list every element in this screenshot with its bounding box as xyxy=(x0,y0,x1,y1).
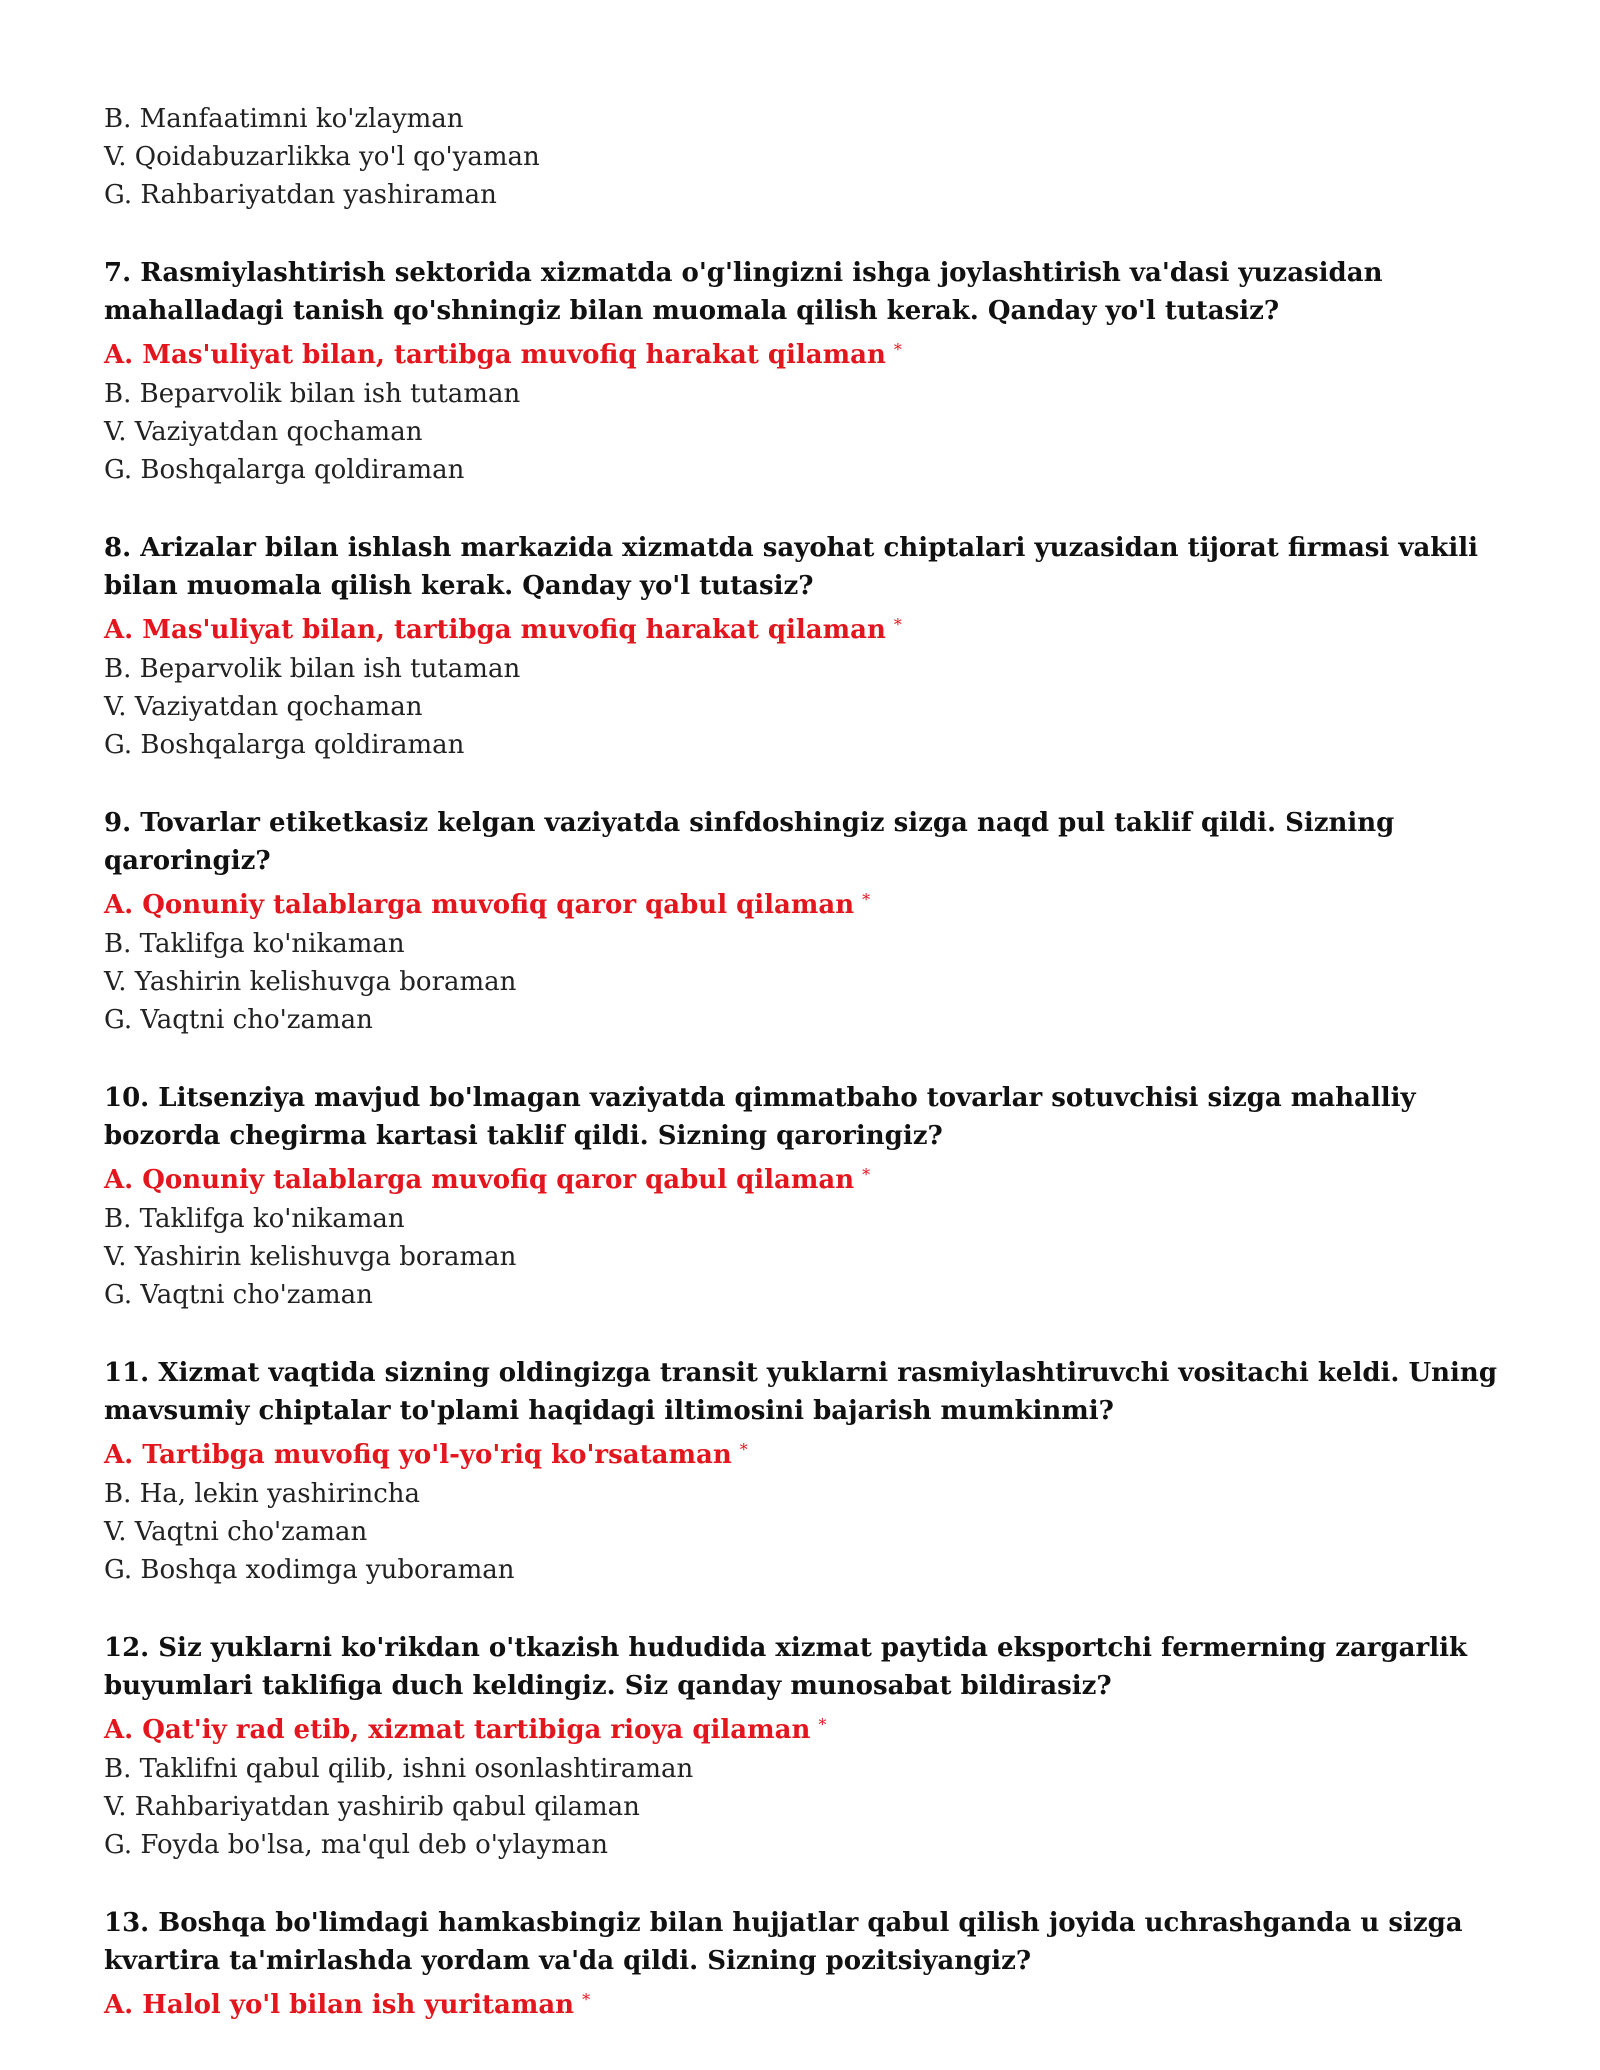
question-text: 7. Rasmiylashtirish sektorida xizmatda o'g'lingizni ishga joylashtirish va'dasi yuzasidan mahalladagi tanish qo'shningiz bilan muomala qilish kerak. Qanday yo'l tutasiz? xyxy=(104,258,1383,326)
option-line: G. Boshqalarga qoldiraman xyxy=(104,455,465,485)
question-text: 10. Litsenziya mavjud bo'lmagan vaziyatda qimmatbaho tovarlar sotuvchisi sizga mahalliy bozorda chegirma kartasi taklif qildi. Sizning qaroringiz? xyxy=(104,1083,1416,1151)
option-line: V. Vaziyatdan qochaman xyxy=(104,417,423,447)
answer-marker: * xyxy=(582,1990,591,2009)
correct-answer-text: A. Qonuniy talablarga muvofiq qaror qabul qilaman xyxy=(104,890,855,920)
option-line: B. Manfaatimni ko'zlayman xyxy=(104,104,464,134)
document-page xyxy=(104,100,1504,2025)
question-text: 12. Siz yuklarni ko'rikdan o'tkazish hududida xizmat paytida eksportchi fermerning zargarlik buyumlari taklifiga duch keldingiz. Siz qanday munosabat bildirasiz? xyxy=(104,1633,1467,1701)
option-line: V. Vaqtni cho'zaman xyxy=(104,1517,368,1547)
answer-marker: * xyxy=(893,615,902,634)
question-text: 9. Tovarlar etiketkasiz kelgan vaziyatda sinfdoshingiz sizga naqd pul taklif qildi. Sizning qaroringiz? xyxy=(104,808,1395,876)
question-block-13 xyxy=(104,1904,1504,2025)
option-line: G. Vaqtni cho'zaman xyxy=(104,1280,373,1310)
question-block-8 xyxy=(104,529,1504,764)
option-line: B. Taklifni qabul qilib, ishni osonlashtiraman xyxy=(104,1754,694,1784)
option-line: V. Rahbariyatdan yashirib qabul qilaman xyxy=(104,1792,640,1822)
question-text: 13. Boshqa bo'limdagi hamkasbingiz bilan hujjatlar qabul qilish joyida uchrashganda u sizga kvartira ta'mirlashda yordam va'da qildi. Sizning pozitsiyangiz? xyxy=(104,1908,1463,1976)
question-block-11 xyxy=(104,1354,1504,1589)
correct-answer xyxy=(104,605,1504,650)
answer-marker: * xyxy=(862,890,871,909)
option-line: G. Vaqtni cho'zaman xyxy=(104,1005,373,1035)
correct-answer-text: A. Mas'uliyat bilan, tartibga muvofiq harakat qilaman xyxy=(104,340,886,370)
correct-answer-text: A. Qat'iy rad etib, xizmat tartibiga rioya qilaman xyxy=(104,1715,811,1745)
option-line: V. Yashirin kelishuvga boraman xyxy=(104,1242,517,1272)
question-block-7 xyxy=(104,254,1504,489)
option-line: B. Beparvolik bilan ish tutaman xyxy=(104,654,521,684)
correct-answer-text: A. Qonuniy talablarga muvofiq qaror qabul qilaman xyxy=(104,1165,855,1195)
correct-answer xyxy=(104,330,1504,375)
question-text: 11. Xizmat vaqtida sizning oldingizga transit yuklarni rasmiylashtiruvchi vositachi keldi. Uning mavsumiy chiptalar to'plami haqidagi iltimosini bajarish mumkinmi? xyxy=(104,1358,1498,1426)
question-block-10 xyxy=(104,1079,1504,1314)
question-block-9 xyxy=(104,804,1504,1039)
top-options xyxy=(104,100,1504,214)
question-text: 8. Arizalar bilan ishlash markazida xizmatda sayohat chiptalari yuzasidan tijorat firmasi vakili bilan muomala qilish kerak. Qanday yo'l tutasiz? xyxy=(104,533,1478,601)
option-line: V. Qoidabuzarlikka yo'l qo'yaman xyxy=(104,142,540,172)
correct-answer-text: A. Mas'uliyat bilan, tartibga muvofiq harakat qilaman xyxy=(104,615,886,645)
option-line: G. Boshqalarga qoldiraman xyxy=(104,730,465,760)
answer-marker: * xyxy=(862,1165,871,1184)
answer-marker: * xyxy=(739,1440,748,1459)
answer-marker: * xyxy=(893,340,902,359)
answer-marker: * xyxy=(818,1715,827,1734)
option-line: B. Beparvolik bilan ish tutaman xyxy=(104,379,521,409)
correct-answer xyxy=(104,1705,1504,1750)
option-line: B. Ha, lekin yashirincha xyxy=(104,1479,421,1509)
option-line: B. Taklifga ko'nikaman xyxy=(104,929,405,959)
correct-answer xyxy=(104,1430,1504,1475)
option-line: G. Rahbariyatdan yashiraman xyxy=(104,180,497,210)
option-line: V. Vaziyatdan qochaman xyxy=(104,692,423,722)
correct-answer xyxy=(104,880,1504,925)
correct-answer-text: A. Tartibga muvofiq yo'l-yo'riq ko'rsataman xyxy=(104,1440,732,1470)
correct-answer xyxy=(104,1155,1504,1200)
correct-answer xyxy=(104,1980,1504,2025)
question-block-12 xyxy=(104,1629,1504,1864)
option-line: G. Boshqa xodimga yuboraman xyxy=(104,1555,515,1585)
option-line: V. Yashirin kelishuvga boraman xyxy=(104,967,517,997)
correct-answer-text: A. Halol yo'l bilan ish yuritaman xyxy=(104,1990,575,2020)
option-line: G. Foyda bo'lsa, ma'qul deb o'ylayman xyxy=(104,1830,608,1860)
option-line: B. Taklifga ko'nikaman xyxy=(104,1204,405,1234)
